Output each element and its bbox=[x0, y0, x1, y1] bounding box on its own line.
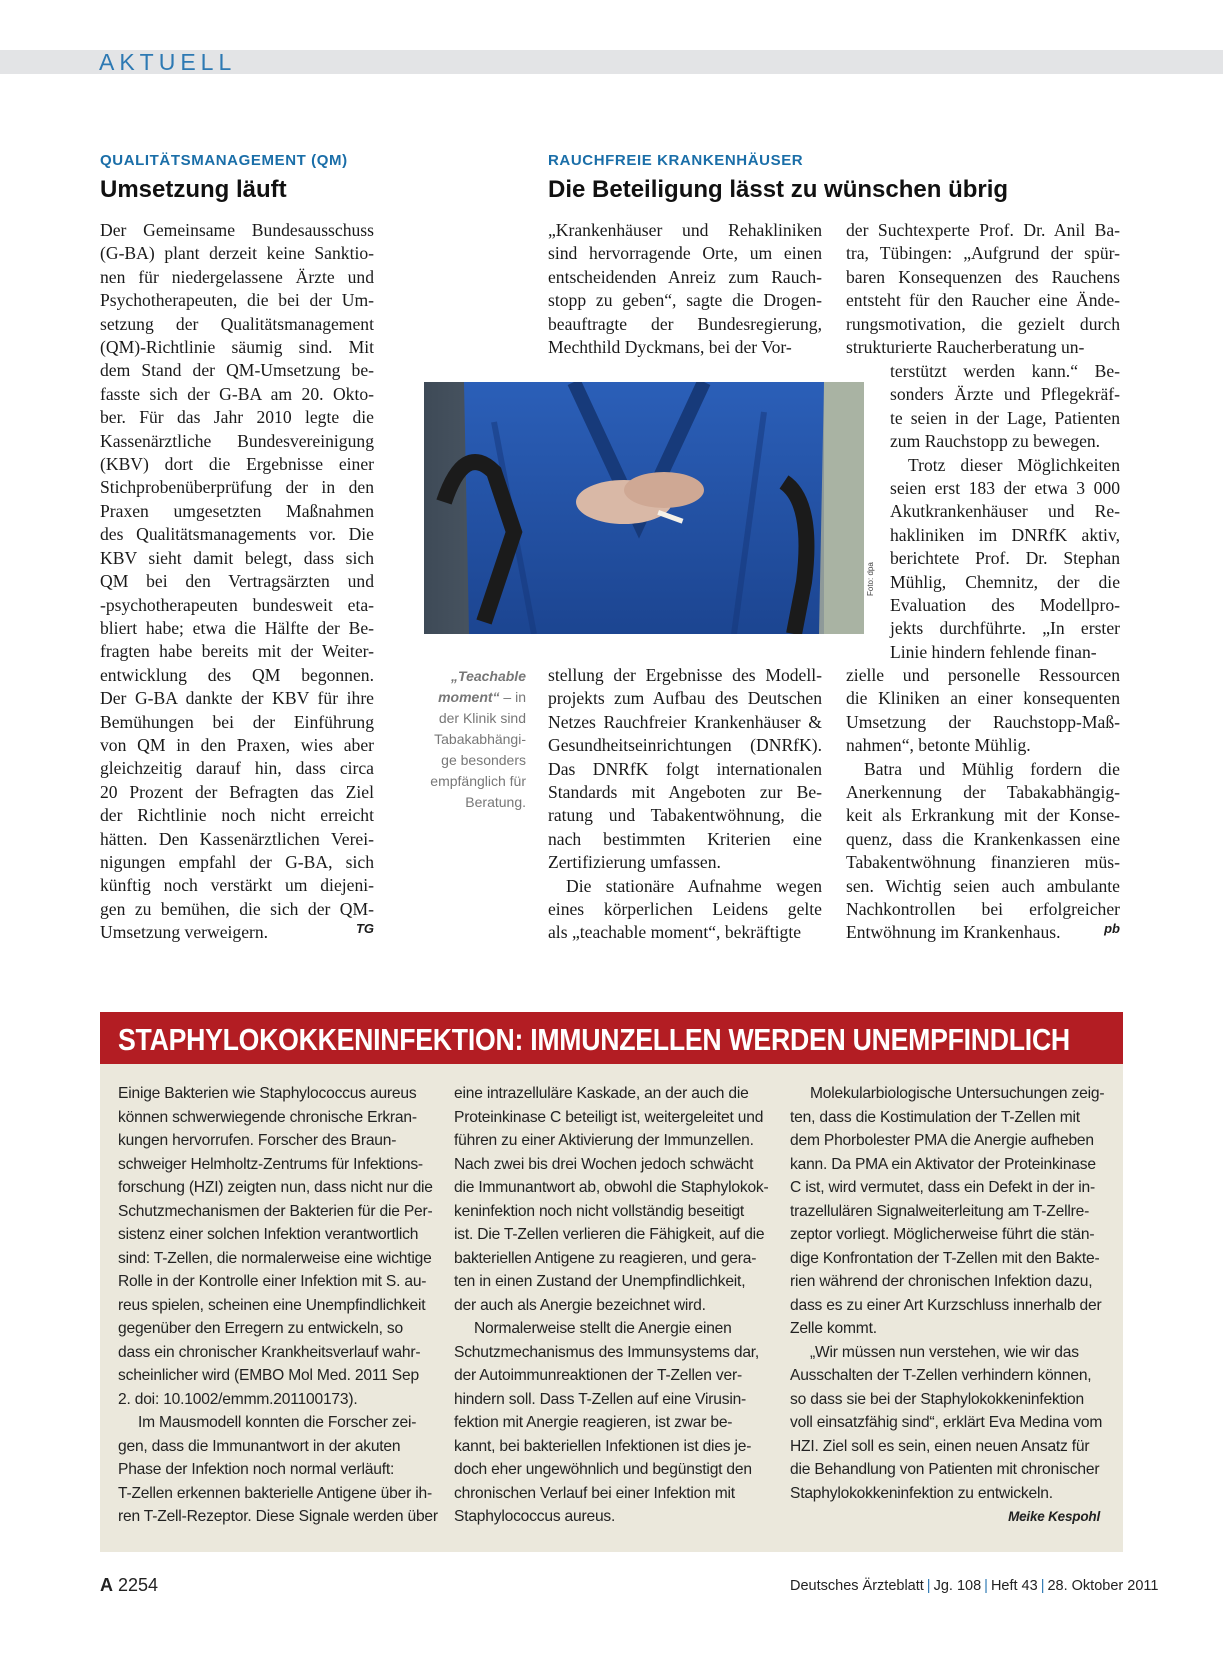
text-line: stopp zu geben“, sagte die Drogen- bbox=[548, 290, 822, 311]
text-line: Staphylococcus aureus. bbox=[454, 1508, 616, 1525]
text-line: C ist, wird vermutet, dass ein Defekt in der in- bbox=[790, 1179, 1095, 1196]
page-number bbox=[100, 1575, 158, 1596]
section-label: AKTUELL bbox=[99, 49, 237, 75]
text-line: ber. Für das Jahr 2010 legte die bbox=[100, 407, 374, 428]
text-line: ten, dass die Kostimulation der T-Zellen mit bbox=[790, 1108, 1080, 1126]
text-line: Bemühungen bei der Einführung bbox=[100, 711, 374, 732]
text-line: sistenz einer solchen Infektion verantwortlich bbox=[118, 1226, 419, 1243]
text-line: trazellulären Signalweiterleitung am T-Zellre- bbox=[790, 1202, 1090, 1220]
article2-col2-top bbox=[846, 219, 1120, 359]
text-line: Tabakentwöhnung finanzieren müs- bbox=[846, 852, 1120, 873]
text-line: stellung der Ergebnisse des Modell- bbox=[548, 665, 822, 685]
news-box-title: STAPHYLOKOKKENINFEKTION: IMMUNZELLEN WERDEN UNEMPFINDLICH bbox=[118, 1022, 1070, 1057]
text-line: (KBV) dort die Ergebnisse einer bbox=[100, 454, 374, 475]
text-line: doch eher ungewöhnlich und begünstigt den bbox=[454, 1461, 752, 1478]
text-line: bakteriellen Antigene zu reagieren, und gera- bbox=[454, 1249, 757, 1267]
text-line: ratung und Tabakentwöhnung, die bbox=[548, 805, 822, 826]
article2-col1-top bbox=[548, 219, 822, 359]
text-line: te seien in der Lage, Patienten bbox=[890, 407, 1120, 428]
page-number-value: 2254 bbox=[118, 1575, 159, 1595]
text-line: des Qualitätsmanagements vor. Die bbox=[100, 524, 374, 545]
text-line: (G-BA) plant derzeit keine Sanktio- bbox=[100, 243, 374, 264]
text-line: die Behandlung von Patienten mit chronischer bbox=[790, 1461, 1100, 1478]
text-line: Netzes Rauchfreier Krankenhäuser & bbox=[548, 711, 822, 732]
box-col-2 bbox=[454, 1082, 774, 1529]
text-line: kungen hervorrufen. Forscher des Braun- bbox=[118, 1132, 397, 1149]
text-line: 20 Prozent der Befragten das Ziel bbox=[100, 781, 374, 802]
text-line: (QM)-Richtlinie säumig sind. Mit bbox=[100, 337, 374, 358]
text-line: so dass sie bei der Staphylokokkeninfektion bbox=[790, 1390, 1084, 1408]
text-line: baren Konsequenzen des Rauchens bbox=[846, 266, 1120, 287]
text-line: dem Phorbolester PMA die Anergie aufheben bbox=[790, 1132, 1094, 1149]
text-line: dem Stand der QM-Umsetzung be- bbox=[100, 360, 374, 381]
text-line: Mühlig, Chemnitz, der die bbox=[890, 571, 1120, 592]
text-line: hätten. Den Kassenärztlichen Verei- bbox=[100, 828, 374, 849]
text-line: Umsetzung verweigern. bbox=[100, 922, 269, 943]
text-line: zeptor vorliegt. Möglicherweise führt die stän- bbox=[790, 1226, 1095, 1243]
text-line: führen zu einer Aktivierung der Immunzellen. bbox=[454, 1132, 754, 1149]
journal-issue: Heft 43 bbox=[990, 1578, 1038, 1594]
text-line: Gesundheitseinrichtungen (DNRfK). bbox=[548, 735, 822, 756]
text-line: von QM in den Praxen, wies aber bbox=[100, 734, 374, 755]
text-line: ren T-Zell-Rezeptor. Diese Signale werden über bbox=[118, 1508, 438, 1525]
text-line: Kassenärztliche Bundesvereinigung bbox=[100, 430, 374, 451]
text-line: berichtete Prof. Dr. Stephan bbox=[890, 548, 1120, 569]
text-line: nahmen“, betonte Mühlig. bbox=[846, 735, 1031, 756]
text-line: künftig noch verstärkt um diejeni- bbox=[100, 875, 374, 896]
journal-volume: Jg. 108 bbox=[933, 1578, 982, 1594]
text-line: entscheidenden Anreiz zum Rauch- bbox=[548, 266, 822, 287]
text-line: Standards mit Angeboten zur Be- bbox=[548, 782, 822, 803]
text-line: „Wir müssen nun verstehen, wie wir das bbox=[810, 1343, 1079, 1361]
text-line: strukturierte Raucherberatung un- bbox=[846, 337, 1085, 358]
text-line: Ausschalten der T-Zellen verhindern können, bbox=[790, 1367, 1092, 1384]
text-line: Proteinkinase C beteiligt ist, weitergeleitet und bbox=[454, 1108, 764, 1126]
caption-line: empfänglich für bbox=[430, 773, 526, 789]
journal-date: 28. Oktober 2011 bbox=[1047, 1578, 1159, 1594]
caption-line: ge besonders bbox=[441, 752, 526, 768]
text-line: eine intrazelluläre Kaskade, an der auch die bbox=[454, 1085, 749, 1102]
text-line: tra, Tübingen: „Aufgrund der spür- bbox=[846, 243, 1120, 264]
text-line: dass ein chronischer Krankheitsverlauf wahr- bbox=[118, 1343, 421, 1361]
text-line: Nach zwei bis drei Wochen jedoch schwächt bbox=[454, 1155, 754, 1173]
caption-line: – in bbox=[499, 689, 526, 705]
text-line: zielle und personelle Ressourcen bbox=[846, 665, 1120, 685]
text-line: Der Gemeinsame Bundesausschuss bbox=[100, 220, 374, 240]
text-line: keit als Erkrankung mit der Konse- bbox=[846, 805, 1120, 826]
text-line: hakliniken im DNRfK aktiv, bbox=[890, 524, 1120, 545]
text-line: Stichprobenüberprüfung der in den bbox=[100, 477, 374, 498]
text-line: Zertifizierung umfassen. bbox=[548, 852, 721, 873]
text-line: projekts zum Aufbau des Deutschen bbox=[548, 688, 822, 709]
text-line: quenz, dass die Krankenkassen eine bbox=[846, 828, 1120, 849]
article1-title: Umsetzung läuft bbox=[100, 176, 287, 203]
text-line: Praxen umgesetzten Maßnahmen bbox=[100, 500, 374, 521]
text-line: fektion mit Anergie reagieren, ist zwar be- bbox=[454, 1414, 733, 1431]
text-line: die Immunantwort ab, obwohl die Staphylokok- bbox=[454, 1179, 769, 1196]
text-line: nen für niedergelassene Ärzte und bbox=[100, 266, 374, 287]
text-line: hindern soll. Dass T-Zellen auf eine Virusin- bbox=[454, 1390, 747, 1408]
text-line: HZI. Ziel soll es sein, einen neuen Ansatz für bbox=[790, 1437, 1090, 1455]
text-line: Der G-BA dankte der KBV für ihre bbox=[100, 688, 374, 709]
text-line: scheinlicher wird (EMBO Mol Med. 2011 Sep bbox=[118, 1367, 419, 1384]
box-author: Meike Kespohl bbox=[1008, 1509, 1100, 1524]
text-line: Die stationäre Aufnahme wegen bbox=[566, 875, 822, 896]
text-line: voll einsatzfähig sind“, erklärt Eva Medina vom bbox=[790, 1414, 1103, 1431]
text-line: Evaluation des Modellpro- bbox=[890, 595, 1120, 616]
article1-kicker: QUALITÄTSMANAGEMENT (QM) bbox=[100, 152, 348, 169]
text-line: sonders Ärzte und Pflegekräf- bbox=[890, 384, 1120, 405]
text-line: nach bestimmten Kriterien eine bbox=[548, 828, 822, 849]
text-line: bliert habe; etwa die Hälfte der Be- bbox=[100, 617, 374, 638]
text-line: eines körperlichen Leidens gelte bbox=[548, 899, 822, 920]
text-line: rien während der chronischen Infektion dazu, bbox=[790, 1273, 1093, 1290]
text-line: fasste sich der G-BA am 20. Okto- bbox=[100, 383, 374, 404]
text-line: ist. Die T-Zellen verlieren die Fähigkeit, auf die bbox=[454, 1226, 765, 1243]
photo-credit: Foto: dpa bbox=[866, 562, 875, 596]
text-line: keninfektion noch nicht vollständig beseitigt bbox=[454, 1202, 745, 1220]
text-line: Entwöhnung im Krankenhaus. bbox=[846, 922, 1061, 943]
text-line: der Richtlinie noch nicht erreicht bbox=[100, 805, 374, 826]
text-line: gegenüber den Erregern zu entwickeln, so bbox=[118, 1320, 403, 1337]
text-line: Nachkontrollen bei erfolgreicher bbox=[846, 899, 1120, 920]
text-line: der Suchtexperte Prof. Dr. Anil Ba- bbox=[846, 220, 1120, 240]
text-line: gen zu bemühen, die sich der QM- bbox=[100, 898, 374, 919]
text-line: Psychotherapeuten, die bei der Um- bbox=[100, 290, 374, 311]
box-col-1 bbox=[118, 1082, 438, 1529]
text-line: Normalerweise stellt die Anergie einen bbox=[474, 1320, 732, 1337]
text-line: gen, dass die Immunantwort in der akuten bbox=[118, 1437, 401, 1455]
text-line: Schutzmechanismus des Immunsystems dar, bbox=[454, 1343, 760, 1361]
text-line: beauftragte der Bundesregierung, bbox=[548, 313, 822, 334]
text-line: Anerkennung der Tabakabhängig- bbox=[846, 782, 1120, 803]
text-line: setzung der Qualitätsmanagement bbox=[100, 313, 374, 334]
article1-author: TG bbox=[355, 921, 374, 937]
text-line: Mechthild Dyckmans, bei der Vor- bbox=[548, 337, 792, 358]
article1-body bbox=[100, 219, 374, 945]
text-line: „Krankenhäuser und Rehakliniken bbox=[548, 220, 822, 240]
text-line: 2. doi: 10.1002/emmm.201100173). bbox=[118, 1390, 358, 1408]
robe-hands-image bbox=[424, 382, 864, 634]
text-line: sind: T-Zellen, die normalerweise eine wichtige bbox=[118, 1249, 432, 1267]
caption-lead: „Teachable moment“ bbox=[438, 668, 526, 705]
article-photo bbox=[424, 382, 864, 634]
text-line: der auch als Anergie bezeichnet wird. bbox=[454, 1296, 706, 1314]
text-line: der Autoimmunreaktionen der T-Zellen ver- bbox=[454, 1367, 742, 1384]
text-line: jekts durchführte. „In erster bbox=[890, 618, 1120, 639]
text-line: kannt, bei bakteriellen Infektionen ist dies je- bbox=[454, 1437, 752, 1455]
page-letter: A bbox=[100, 1575, 113, 1595]
text-line: Staphylokokkeninfektion zu entwickeln. bbox=[790, 1484, 1053, 1502]
text-line: zum Rauchstopp zu bewegen. bbox=[890, 431, 1101, 452]
box-col-3 bbox=[790, 1082, 1110, 1529]
text-line: entsteht für den Raucher eine Ände- bbox=[846, 290, 1120, 311]
article2-kicker: RAUCHFREIE KRANKENHÄUSER bbox=[548, 152, 804, 169]
text-line: schweiger Helmholtz-Zentrums für Infektions- bbox=[118, 1155, 423, 1173]
text-line: KBV sieht damit belegt, dass sich bbox=[100, 547, 374, 568]
journal-info: Deutsches Ärzteblatt | Jg. 108 | Heft 43 | 28. Oktober 2011 bbox=[790, 1578, 1159, 1594]
text-line: fragten habe bereits mit der Weiter- bbox=[100, 641, 374, 662]
text-line: Rolle in der Kontrolle einer Infektion mit S. au- bbox=[118, 1273, 427, 1290]
text-line: kann. Da PMA ein Aktivator der Proteinkinase bbox=[790, 1155, 1096, 1173]
article2-author: pb bbox=[1104, 921, 1120, 937]
text-line: sen. Wichtig seien auch ambulante bbox=[846, 875, 1120, 896]
text-line: gleichzeitig darauf hin, dass circa bbox=[100, 758, 374, 779]
text-line: QM bei den Vertragsärzten und bbox=[100, 571, 374, 592]
journal-name: Deutsches Ärzteblatt bbox=[790, 1578, 924, 1594]
photo-caption bbox=[416, 666, 526, 813]
text-line: sind hervorragende Orte, um einen bbox=[548, 243, 822, 264]
text-line: ten in einen Zustand der Unempfindlichkeit, bbox=[454, 1273, 746, 1290]
text-line: können schwerwiegende chronische Erkran- bbox=[118, 1108, 417, 1126]
text-line: Das DNRfK folgt internationalen bbox=[548, 758, 822, 779]
text-line: terstützt werden kann.“ Be- bbox=[890, 361, 1120, 381]
article2-col1-bottom bbox=[548, 664, 822, 945]
text-line: dass es zu einer Art Kurzschluss innerhalb der bbox=[790, 1296, 1102, 1314]
text-line: Trotz dieser Möglichkeiten bbox=[908, 454, 1120, 475]
text-line: -psychotherapeuten bundesweit eta- bbox=[100, 594, 374, 615]
text-line: Phase der Infektion noch normal verläuft: bbox=[118, 1461, 395, 1478]
text-line: die Kliniken an einer konsequenten bbox=[846, 688, 1120, 709]
text-line: Zelle kommt. bbox=[790, 1320, 877, 1337]
text-line: Molekularbiologische Untersuchungen zeig- bbox=[810, 1085, 1105, 1102]
caption-line: der Klinik sind bbox=[438, 710, 526, 726]
text-line: seien erst 183 der etwa 3 000 bbox=[890, 478, 1120, 499]
text-line: chronischen Verlauf bei einer Infektion mit bbox=[454, 1484, 735, 1502]
text-line: als „teachable moment“, bekräftigte bbox=[548, 922, 802, 943]
article2-title: Die Beteiligung lässt zu wünschen übrig bbox=[548, 176, 1009, 203]
text-line: Einige Bakterien wie Staphylococcus aureus bbox=[118, 1085, 417, 1102]
text-line: reus spielen, scheinen eine Unempfindlichkeit bbox=[118, 1296, 426, 1314]
article2-col2-bottom bbox=[846, 664, 1120, 945]
text-line: Akutkrankenhäuser und Re- bbox=[890, 501, 1120, 522]
text-line: entwicklung des QM begonnen. bbox=[100, 664, 374, 685]
text-line: forschung (HZI) zeigten nun, dass nicht nur die bbox=[118, 1179, 433, 1196]
caption-line: Beratung. bbox=[465, 794, 526, 810]
text-line: nigungen empfahl der G-BA, sich bbox=[100, 851, 374, 872]
text-line: T-Zellen erkennen bakterielle Antigene über ih- bbox=[118, 1484, 432, 1502]
text-line: Linie hindern fehlende finan- bbox=[890, 641, 1097, 662]
text-line: Batra und Mühlig fordern die bbox=[864, 758, 1120, 779]
caption-line: Tabakabhängi- bbox=[434, 731, 526, 747]
text-line: Umsetzung der Rauchstopp-Maß- bbox=[846, 711, 1120, 732]
text-line: rungsmotivation, die gezielt durch bbox=[846, 313, 1120, 334]
article2-col2-narrow bbox=[890, 360, 1120, 664]
text-line: Schutzmechanismen der Bakterien für die Per- bbox=[118, 1202, 433, 1220]
text-line: Im Mausmodell konnten die Forscher zei- bbox=[138, 1414, 417, 1431]
text-line: dige Konfrontation der T-Zellen mit den Bakte- bbox=[790, 1249, 1100, 1267]
